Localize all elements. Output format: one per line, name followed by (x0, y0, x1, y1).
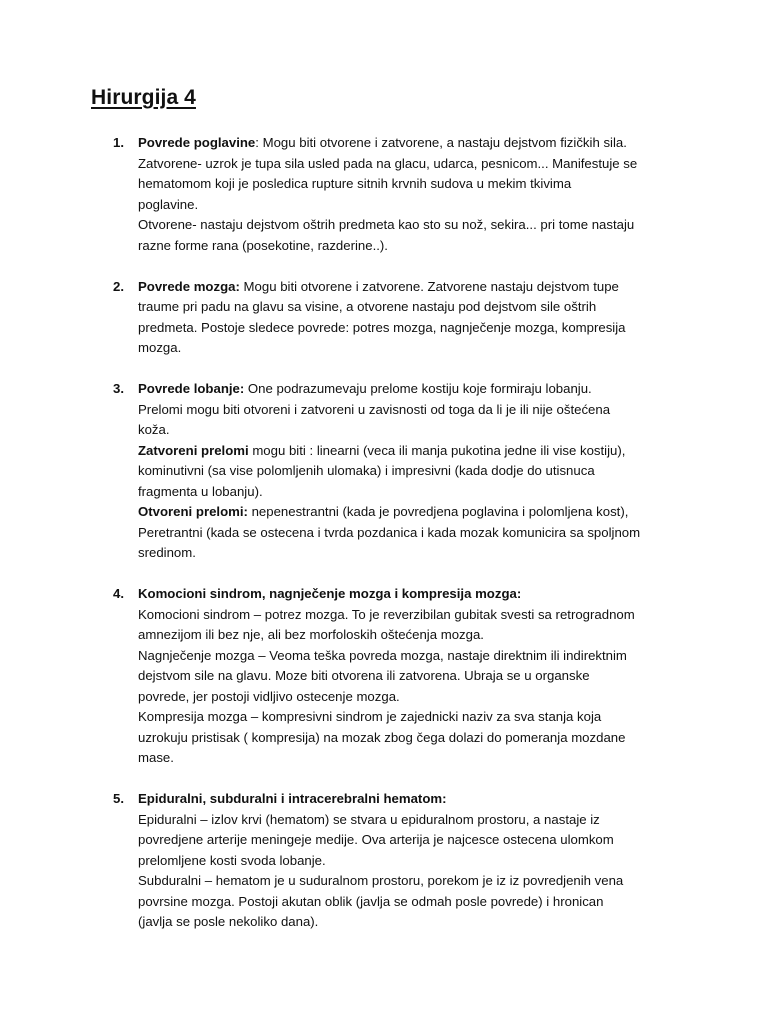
text-line (138, 707, 678, 728)
line-text: dejstvom sile na glavu. Moze biti otvorena ili zatvorena. Ubraja se u organske (138, 668, 590, 683)
bold-heading: Zatvoreni prelomi (138, 442, 249, 458)
list-item-number: 5. (113, 791, 124, 806)
line-text: (javlja se posle nekoliko dana). (138, 914, 319, 929)
text-line (138, 666, 678, 687)
text-line (138, 584, 678, 605)
text-line (138, 277, 678, 298)
line-text: prelomljene kosti svoda lobanje. (138, 852, 326, 868)
line-text: Subduralni – hematom je u suduralnom prostoru, porekom je iz iz povredjenih vena (138, 873, 624, 888)
line-text: amnezijom ili bez nje, ali bez morfoloskih oštećenja mozga. (138, 627, 484, 642)
text-line (138, 154, 678, 175)
text-line (138, 789, 678, 810)
line-text: kominutivni (sa vise polomljenih ulomaka) i impresivni (kada dodje do utisnuca (138, 463, 595, 478)
bold-heading: Komocioni sindrom, nagnječenje mozga i kompresija mozga: (138, 586, 522, 601)
list-item-body (138, 379, 678, 564)
list-item-number: 1. (113, 135, 124, 150)
text-line (138, 543, 678, 564)
line-text: predmeta. Postoje sledece povrede: potres mozga, nagnječenje mozga, kompresija (138, 319, 626, 335)
line-text: Epiduralni – izlov krvi (hematom) se stvara u epiduralnom prostoru, a nastaje iz (138, 811, 600, 827)
line-text: povrsine mozga. Postoji akutan oblik (javlja se odmah posle povrede) i hronican (138, 893, 604, 909)
text-line (138, 236, 678, 257)
text-line (138, 441, 678, 462)
text-line (138, 461, 678, 482)
line-text: Nagnječenje mozga – Veoma teška povreda mozga, nastaje direktnim ili indirektnim (138, 647, 627, 663)
text-line (138, 338, 678, 359)
list-item-body (138, 133, 678, 256)
line-text: poglavine. (138, 196, 199, 212)
text-line (138, 892, 678, 913)
line-text: fragmenta u lobanju). (138, 483, 263, 499)
line-text: povredjene arterije meningeje medije. Ova arterija je najcesce ostecena ulomkom (138, 832, 614, 847)
text-line (138, 728, 678, 749)
text-line (138, 851, 678, 872)
list-item-body (138, 277, 678, 359)
line-text: Komocioni sindrom – potrez mozga. To je reverzibilan gubitak svesti sa retrogradnom (138, 606, 635, 622)
line-text: Otvorene- nastaju dejstvom oštrih predmeta kao sto su nož, sekira... pri tome nastaju (138, 217, 635, 232)
text-line (138, 318, 678, 339)
line-text: hematomom koji je posledica rupture sitnih krvnih sudova u mekim tkivima (138, 176, 572, 191)
line-text: Prelomi mogu biti otvoreni i zatvoreni u zavisnosti od toga da li je ili nije oštećena (138, 401, 611, 417)
list-item (0, 133, 768, 256)
document-title: Hirurgija 4 (91, 86, 196, 109)
list-item-body (138, 584, 678, 769)
bold-heading: Otvoreni prelomi: (138, 504, 248, 519)
line-text: mozga. (138, 340, 182, 355)
text-line (138, 297, 678, 318)
text-line (138, 605, 678, 626)
bold-heading: Povrede poglavine (138, 135, 256, 150)
line-text: mogu biti : linearni (veca ili manja pukotina jedne ili vise kostiju), (248, 442, 626, 458)
text-line (138, 523, 678, 544)
line-text: traume pri padu na glavu sa visine, a otvorene nastaju pod dejstvom sile oštrih (138, 299, 597, 314)
list-item (0, 789, 768, 933)
line-text: razne forme rana (posekotine, razderine..). (138, 237, 388, 253)
line-text: sredinom. (138, 545, 196, 560)
line-text: Kompresija mozga – kompresivni sindrom je zajednicki naziv za sva stanja koja (138, 709, 602, 724)
text-line (138, 912, 678, 933)
numbered-list (0, 133, 768, 953)
text-line (138, 195, 678, 216)
text-line (138, 482, 678, 503)
text-line (138, 215, 678, 236)
bold-heading: Povrede lobanje: (138, 381, 245, 396)
list-item-number: 2. (113, 278, 124, 294)
text-line (138, 502, 678, 523)
text-line (138, 174, 678, 195)
text-line (138, 646, 678, 667)
line-text: Zatvorene- uzrok je tupa sila usled pada na glacu, udarca, pesnicom... Manifestuje se (138, 155, 638, 171)
line-text: nepenestrantni (kada je povredjena poglavina i polomljena kost), (247, 504, 629, 519)
text-line (138, 748, 678, 769)
text-line (138, 420, 678, 441)
text-line (138, 687, 678, 708)
bold-heading: Povrede mozga: (138, 278, 240, 294)
text-line (138, 810, 678, 831)
text-line (138, 400, 678, 421)
line-text: : Mogu biti otvorene i zatvorene, a nastaju dejstvom fizičkih sila. (255, 135, 627, 150)
line-text: One podrazumevaju prelome kostiju koje formiraju lobanju. (244, 381, 592, 396)
list-item-number: 3. (113, 381, 124, 396)
line-text: uzrokuju pristisak ( kompresija) na mozak zbog čega dolazi do pomeranja mozdane (138, 729, 626, 745)
line-text: Peretrantni (kada se ostecena i tvrda pozdanica i kada mozak komunicira sa spoljnom (138, 524, 641, 540)
line-text: mase. (138, 750, 174, 765)
list-item-body (138, 789, 678, 933)
line-text: Mogu biti otvorene i zatvorene. Zatvorene nastaju dejstvom tupe (239, 278, 619, 294)
bold-heading: Epiduralni, subduralni i intracerebralni hematom: (138, 791, 447, 806)
list-item (0, 379, 768, 564)
line-text: koža. (138, 422, 170, 437)
list-item (0, 584, 768, 769)
list-item-number: 4. (113, 586, 124, 601)
text-line (138, 830, 678, 851)
text-line (138, 133, 678, 154)
text-line (138, 871, 678, 892)
text-line (138, 379, 678, 400)
list-item (0, 277, 768, 359)
text-line (138, 625, 678, 646)
line-text: povrede, jer postoji vidljivo ostecenje mozga. (138, 688, 400, 704)
